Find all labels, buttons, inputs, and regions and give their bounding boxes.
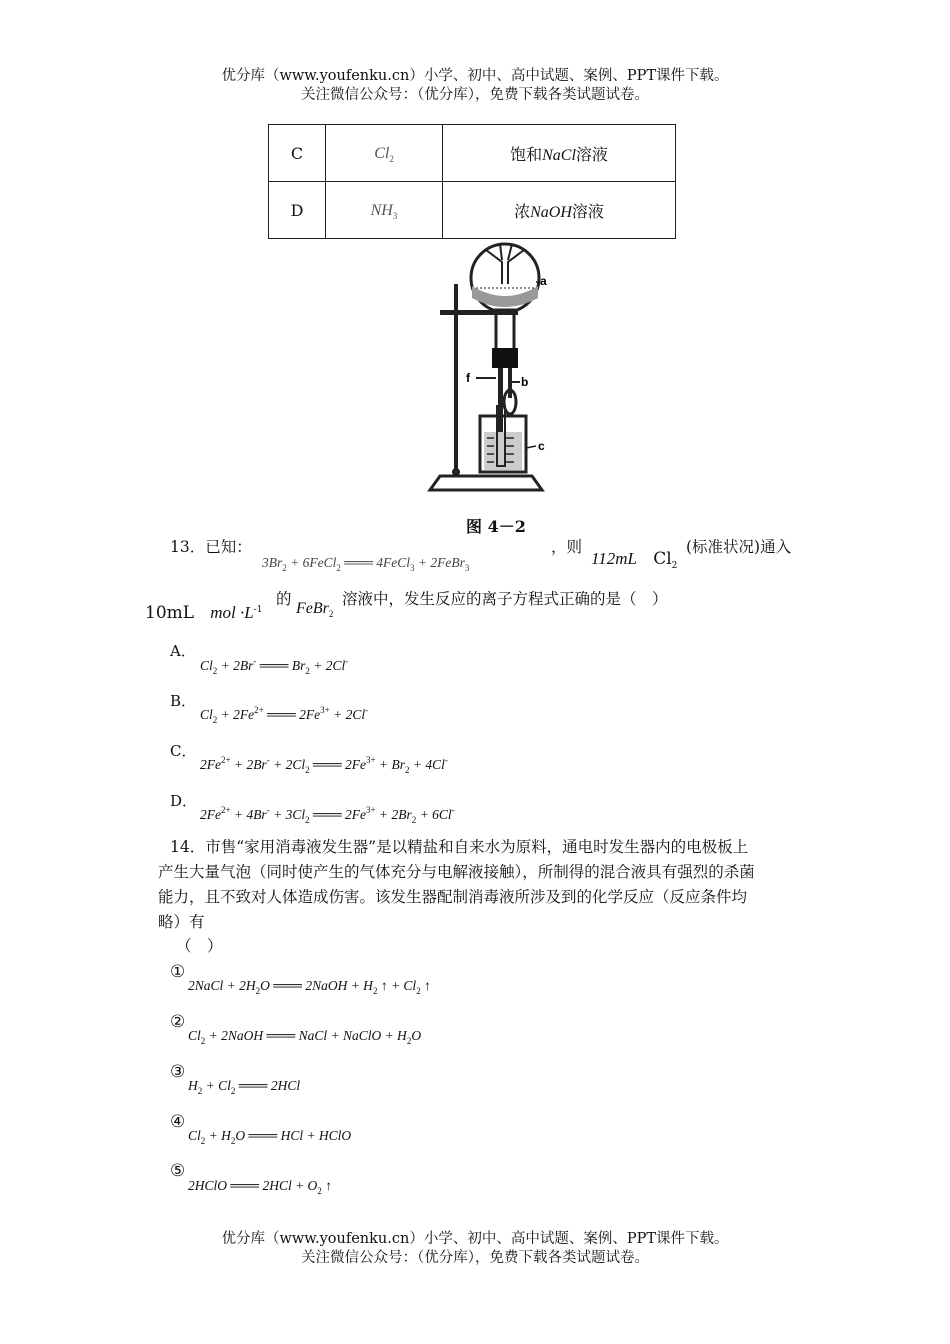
- q14-line-3: 能力，且不致对人体造成伤害。该发生器配制消毒液所涉及到的化学反应（反应条件均: [158, 888, 748, 906]
- header-line-1: 优分库（www.youfenku.cn）小学、初中、高中试题、案例、PPT课件下载。: [221, 68, 729, 84]
- q14-mark-2: ②: [170, 1012, 186, 1032]
- label-a: a: [540, 274, 547, 288]
- apparatus-figure: [420, 236, 560, 498]
- row-label: C: [269, 125, 326, 182]
- liquid-cell: 饱和NaCl溶液: [443, 125, 676, 182]
- label-f: f: [466, 371, 470, 385]
- q14-line-2: 产生大量气泡（同时使产生的气体充分与电解液接触），所制得的混合液具有强烈的杀菌: [158, 863, 755, 881]
- row-label: D: [269, 182, 326, 239]
- q13-option-a-label: A．: [170, 642, 196, 660]
- q14-line-1: 14．市售“家用消毒液发生器”是以精盐和自来水为原料，通电时发生器内的电极板上: [170, 838, 749, 856]
- q14-reaction-5: 2HClO ═══ $2HCl + O_2$ ↑: [188, 1178, 332, 1196]
- q14-reaction-4: $Cl_2 + H_2O$ ═══ HCl + HClO: [188, 1128, 352, 1146]
- q13-condition: (标准状况)通入: [686, 538, 792, 556]
- q13-option-b-label: B．: [170, 692, 197, 710]
- figure-caption: 图 4－2: [466, 517, 526, 536]
- gas-cell: $Cl_2$: [326, 125, 443, 182]
- q13-option-c-label: C．: [170, 742, 197, 760]
- q14-blank: （ ）: [176, 937, 223, 955]
- q13-option-a: $Cl_2 + 2Br^-$ ═══ $Br_2 + 2Cl^-$: [200, 656, 349, 676]
- gas-cell: $NH_3$: [326, 182, 443, 239]
- options-table: [268, 124, 676, 239]
- q13-febr2: FeBr$_2$: [296, 600, 334, 619]
- q13-amount: 112mL $Cl_2$: [591, 549, 678, 571]
- q13-option-c: $2Fe^{2+} + 2Br^- + 2Cl_2$ ═══ $2Fe^{3+} + Br_2 + 4Cl^-$: [200, 755, 448, 775]
- label-b: b: [521, 375, 529, 389]
- q13-start: 13．已知：: [170, 538, 252, 556]
- q14-reaction-3: $H_2 + Cl_2$ ═══ 2HCl: [188, 1078, 301, 1096]
- q14-reaction-2: $Cl_2$ + 2NaOH ═══ NaCl + NaClO + $H_2O$: [188, 1028, 422, 1046]
- label-c: c: [538, 439, 545, 453]
- q13-option-b: $Cl_2 + 2Fe^{2+}$ ═══ $2Fe^{3+} + 2Cl^-$: [200, 705, 369, 725]
- q14-mark-1: ①: [170, 962, 186, 982]
- table-row: [269, 182, 676, 239]
- liquid-cell: 浓NaOH溶液: [443, 182, 676, 239]
- q14-mark-5: ⑤: [170, 1161, 186, 1181]
- q14-mark-3: ③: [170, 1062, 186, 1082]
- q13-given-equation: $3Br_2$ + 6FeCl$_2$ ═══ 4FeCl$_3$ + 2FeBr$_3$: [262, 555, 470, 573]
- q14-mark-4: ④: [170, 1112, 186, 1132]
- q13-rest: 溶液中，发生反应的离子方程式正确的是（ ）: [342, 590, 668, 608]
- q14-reaction-1: 2NaCl + $2H_2O$ ═══ 2NaOH + $H_2$ ↑ + $Cl_2$ ↑: [188, 978, 431, 996]
- q13-concentration: 10mL mol $\cdot L^{-1}$: [145, 603, 263, 623]
- q13-option-d: $2Fe^{2+} + 4Br^- + 3Cl_2$ ═══ $2Fe^{3+} + 2Br_2 + 6Cl^-$: [200, 805, 455, 825]
- q13-de: 的: [276, 590, 292, 608]
- footer-line-1: 优分库（www.youfenku.cn）小学、初中、高中试题、案例、PPT课件下载。: [221, 1231, 729, 1247]
- footer-line-2: 关注微信公众号：（优分库），免费下载各类试题试卷。: [301, 1250, 649, 1266]
- table-row: [269, 125, 676, 182]
- header-line-2: 关注微信公众号：（优分库），免费下载各类试题试卷。: [301, 87, 649, 103]
- q13-then: ，则: [551, 538, 583, 556]
- q14-line-4: 略）有: [158, 913, 205, 931]
- q13-option-d-label: D．: [170, 792, 198, 810]
